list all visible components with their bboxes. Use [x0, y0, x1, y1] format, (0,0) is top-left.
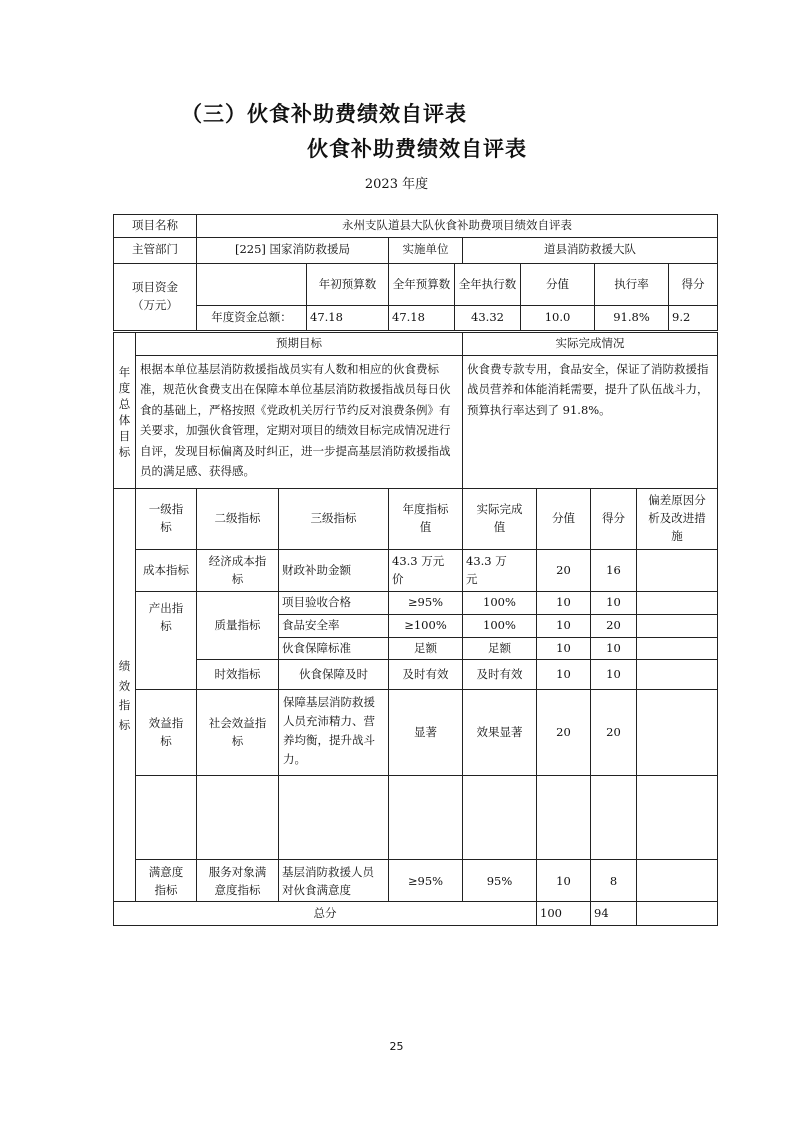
output-target-2: ≥100%: [389, 614, 463, 637]
cost-l3: 财政补助金额: [279, 550, 389, 592]
time-score: 10: [591, 660, 637, 690]
empty-cell: [591, 776, 637, 860]
time-l3: 伙食保障及时: [279, 660, 389, 690]
score-value-header: 分值: [521, 264, 595, 306]
target-header: 年度指标 值: [389, 489, 463, 550]
benefit-target: 显著: [389, 690, 463, 776]
dept-label: 主管部门: [114, 237, 197, 263]
cost-target: 43.3 万元 价: [389, 550, 463, 592]
deviation-header: 偏差原因分 析及改进措 施: [637, 489, 718, 550]
annual-budget-header: 全年预算数: [389, 264, 455, 306]
level1-header: 一级指 标: [136, 489, 197, 550]
output-score-1: 10: [591, 592, 637, 615]
empty-cell: [197, 776, 279, 860]
output-value-1: 10: [537, 592, 591, 615]
indicators-table: [113, 488, 718, 904]
time-target: 及时有效: [389, 660, 463, 690]
performance-side-label: 绩 效 指 标: [114, 489, 136, 904]
page-title: 伙食补助费绩效自评表: [307, 137, 527, 161]
rate-header: 执行率: [595, 264, 669, 306]
project-name-value: 永州支队道县大队伙食补助费项目绩效自评表: [197, 215, 718, 238]
total-value: 100: [537, 902, 591, 926]
initial-budget-header: 年初预算数: [307, 264, 389, 306]
output-score-2: 20: [591, 614, 637, 637]
executed-header: 全年执行数: [455, 264, 521, 306]
funds-blank-cell: [197, 264, 307, 306]
page-number: 25: [389, 1040, 404, 1053]
project-name-label: 项目名称: [114, 215, 197, 238]
actual-completion-text: 伙食费专款专用，食品安全，保证了消防救援指战员营养和体能消耗需要，提升了队伍战斗力，预算执行率达到了 91.8%。: [463, 355, 718, 491]
satisfaction-row: [114, 860, 718, 904]
section-heading: （三）伙食补助费绩效自评表: [181, 102, 467, 126]
impl-value: 道县消防救援大队: [463, 237, 718, 263]
cost-row: [114, 550, 718, 592]
empty-cell: [136, 776, 197, 860]
funds-header-row: [114, 264, 718, 306]
quality-l2: 质量指标: [197, 592, 279, 660]
benefit-score: 20: [591, 690, 637, 776]
total-deviation: [637, 902, 718, 926]
project-name-row: [114, 215, 718, 238]
satisfaction-score: 8: [591, 860, 637, 904]
output-l3-3: 伙食保障标准: [279, 637, 389, 660]
total-table: [113, 901, 718, 926]
indicator-score-header: 得分: [591, 489, 637, 550]
year-label: 2023 年度: [364, 177, 429, 192]
annual-goal-side-label: 年 度 总 体 目 标: [114, 333, 136, 492]
satisfaction-value: 10: [537, 860, 591, 904]
output-row-1: [114, 592, 718, 615]
time-value: 10: [537, 660, 591, 690]
impl-label: 实施单位: [389, 237, 463, 263]
empty-cell: [537, 776, 591, 860]
output-actual-3: 足额: [463, 637, 537, 660]
score-header: 得分: [669, 264, 718, 306]
annual-budget-value: 47.18: [389, 306, 455, 331]
output-deviation-1: [637, 592, 718, 615]
goals-table: [113, 332, 718, 492]
level2-header: 二级指标: [197, 489, 279, 550]
empty-cell: [279, 776, 389, 860]
execution-rate: 91.8%: [595, 306, 669, 331]
cost-l1: 成本指标: [136, 550, 197, 592]
funds-table: [113, 263, 718, 331]
time-actual: 及时有效: [463, 660, 537, 690]
indicators-header-row: [114, 489, 718, 550]
initial-budget-value: 47.18: [307, 306, 389, 331]
cost-actual: 43.3 万 元: [463, 550, 537, 592]
performance-table-main: [113, 214, 718, 264]
cost-value: 20: [537, 550, 591, 592]
benefit-l2: 社会效益指 标: [197, 690, 279, 776]
time-l2: 时效指标: [197, 660, 279, 690]
department-row: [114, 237, 718, 263]
benefit-row: [114, 690, 718, 776]
goals-content-row: [114, 355, 718, 491]
output-target-1: ≥95%: [389, 592, 463, 615]
empty-cell: [637, 776, 718, 860]
indicator-value-header: 分值: [537, 489, 591, 550]
satisfaction-actual: 95%: [463, 860, 537, 904]
benefit-l3: 保障基层消防救援人员充沛精力、营养均衡，提升战斗力。: [279, 690, 389, 776]
executed-value: 43.32: [455, 306, 521, 331]
total-funds-label: 年度资金总额：: [197, 306, 307, 331]
dept-value: [225] 国家消防救援局: [197, 237, 389, 263]
satisfaction-l1: 满意度 指标: [136, 860, 197, 904]
expected-goal-text: 根据本单位基层消防救援指战员实有人数和相应的伙食费标准，规范伙食费支出在保障本单位基层消防救援指战员每日伙食的基础上，严格按照《党政机关厉行节约反对浪费条例》有关要求，加强伙食管理，定期对项目的绩效目标完成情况进行自评，发现目标偏离及时纠正，进一步提高基层消防救援指战员的满足感、获得感。: [136, 355, 463, 491]
funds-label: 项目资金 （万元）: [114, 264, 197, 331]
total-row: [114, 902, 718, 926]
satisfaction-l2: 服务对象满 意度指标: [197, 860, 279, 904]
satisfaction-target: ≥95%: [389, 860, 463, 904]
output-deviation-2: [637, 614, 718, 637]
actual-header: 实际完成 值: [463, 489, 537, 550]
empty-row: [114, 776, 718, 860]
output-value-2: 10: [537, 614, 591, 637]
funds-score: 9.2: [669, 306, 718, 331]
cost-score: 16: [591, 550, 637, 592]
output-l3-1: 项目验收合格: [279, 592, 389, 615]
output-deviation-3: [637, 637, 718, 660]
output-actual-2: 100%: [463, 614, 537, 637]
benefit-deviation: [637, 690, 718, 776]
time-row: [114, 660, 718, 690]
output-target-3: 足额: [389, 637, 463, 660]
expected-goal-header: 预期目标: [136, 333, 463, 356]
output-l3-2: 食品安全率: [279, 614, 389, 637]
benefit-value: 20: [537, 690, 591, 776]
cost-deviation: [637, 550, 718, 592]
output-value-3: 10: [537, 637, 591, 660]
satisfaction-l3: 基层消防救援人员对伙食满意度: [279, 860, 389, 904]
output-score-3: 10: [591, 637, 637, 660]
benefit-actual: 效果显著: [463, 690, 537, 776]
level3-header: 三级指标: [279, 489, 389, 550]
output-actual-1: 100%: [463, 592, 537, 615]
empty-cell: [389, 776, 463, 860]
actual-completion-header: 实际完成情况: [463, 333, 718, 356]
total-score: 94: [591, 902, 637, 926]
output-l1: 产出指 标: [136, 592, 197, 690]
score-value: 10.0: [521, 306, 595, 331]
funds-total-row: [114, 306, 718, 331]
satisfaction-deviation: [637, 860, 718, 904]
empty-cell: [463, 776, 537, 860]
cost-l2: 经济成本指 标: [197, 550, 279, 592]
time-deviation: [637, 660, 718, 690]
total-label: 总分: [114, 902, 537, 926]
benefit-l1: 效益指 标: [136, 690, 197, 776]
goals-header-row: [114, 333, 718, 356]
